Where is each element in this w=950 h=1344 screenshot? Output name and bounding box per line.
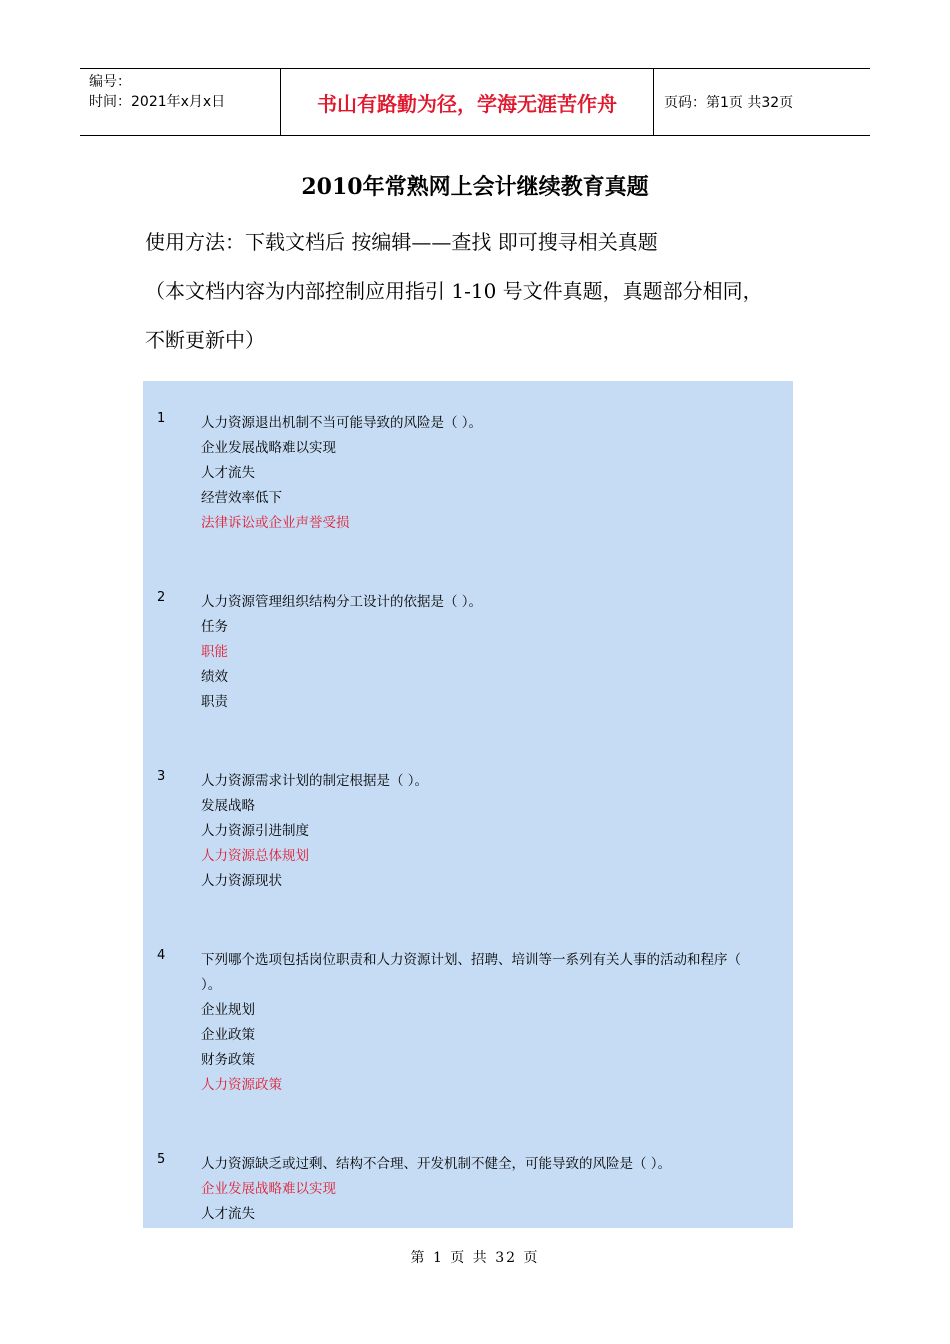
intro-line-3: 不断更新中） xyxy=(145,328,265,352)
option: 任务 xyxy=(201,619,228,635)
header-motto: 书山有路勤为径，学海无涯苦作舟 xyxy=(281,69,654,135)
document-title: 2010年常熟网上会计继续教育真题 xyxy=(301,174,649,200)
question-text: 人力资源退出机制不当可能导致的风险是（ ）。 xyxy=(201,415,483,431)
option-answer: 法律诉讼或企业声誉受损 xyxy=(201,515,350,531)
option: 人力资源引进制度 xyxy=(201,823,309,839)
question-number: 4 xyxy=(157,948,166,963)
option: 人力资源现状 xyxy=(201,873,282,889)
option-answer: 人力资源政策 xyxy=(201,1077,282,1093)
option: 职责 xyxy=(201,694,228,710)
option: 企业政策 xyxy=(201,1027,255,1043)
option: 企业规划 xyxy=(201,1002,255,1018)
number-label: 编号： xyxy=(89,74,131,90)
question-text: 下列哪个选项包括岗位职责和人力资源计划、招聘、培训等一系列有关人事的活动和程序（ xyxy=(201,952,741,968)
header-meta xyxy=(80,69,281,135)
option: 人才流失 xyxy=(201,465,255,481)
question-text-continued: ）。 xyxy=(201,977,222,993)
header-page-info: 页码：第1页 共32页 xyxy=(664,95,794,111)
question-text: 人力资源管理组织结构分工设计的依据是（ ）。 xyxy=(201,594,483,610)
question-box xyxy=(143,381,793,1228)
option: 绩效 xyxy=(201,669,228,685)
question-number: 5 xyxy=(157,1152,166,1167)
question-number: 2 xyxy=(157,590,166,605)
option-answer: 企业发展战略难以实现 xyxy=(201,1181,336,1197)
time-label: 时间：2021年x月x日 xyxy=(89,94,226,110)
question-text: 人力资源需求计划的制定根据是（ ）。 xyxy=(201,773,429,789)
question-text: 人力资源缺乏或过剩、结构不合理、开发机制不健全，可能导致的风险是（ ）。 xyxy=(201,1156,672,1172)
option: 经营效率低下 xyxy=(201,490,282,506)
intro-line-1: 使用方法：下载文档后 按编辑——查找 即可搜寻相关真题 xyxy=(145,230,658,254)
option-answer: 职能 xyxy=(201,644,228,660)
option: 企业发展战略难以实现 xyxy=(201,440,336,456)
option: 发展战略 xyxy=(201,798,255,814)
question-number: 1 xyxy=(157,411,166,426)
intro-line-2: （本文档内容为内部控制应用指引 1-10 号文件真题，真题部分相同， xyxy=(145,279,763,303)
header-table xyxy=(80,68,870,136)
option: 财务政策 xyxy=(201,1052,255,1068)
option: 人才流失 xyxy=(201,1206,255,1222)
option-answer: 人力资源总体规划 xyxy=(201,848,309,864)
intro xyxy=(145,218,845,365)
page-footer: 第 1 页 共 32 页 xyxy=(410,1250,540,1266)
question-number: 3 xyxy=(157,769,166,784)
